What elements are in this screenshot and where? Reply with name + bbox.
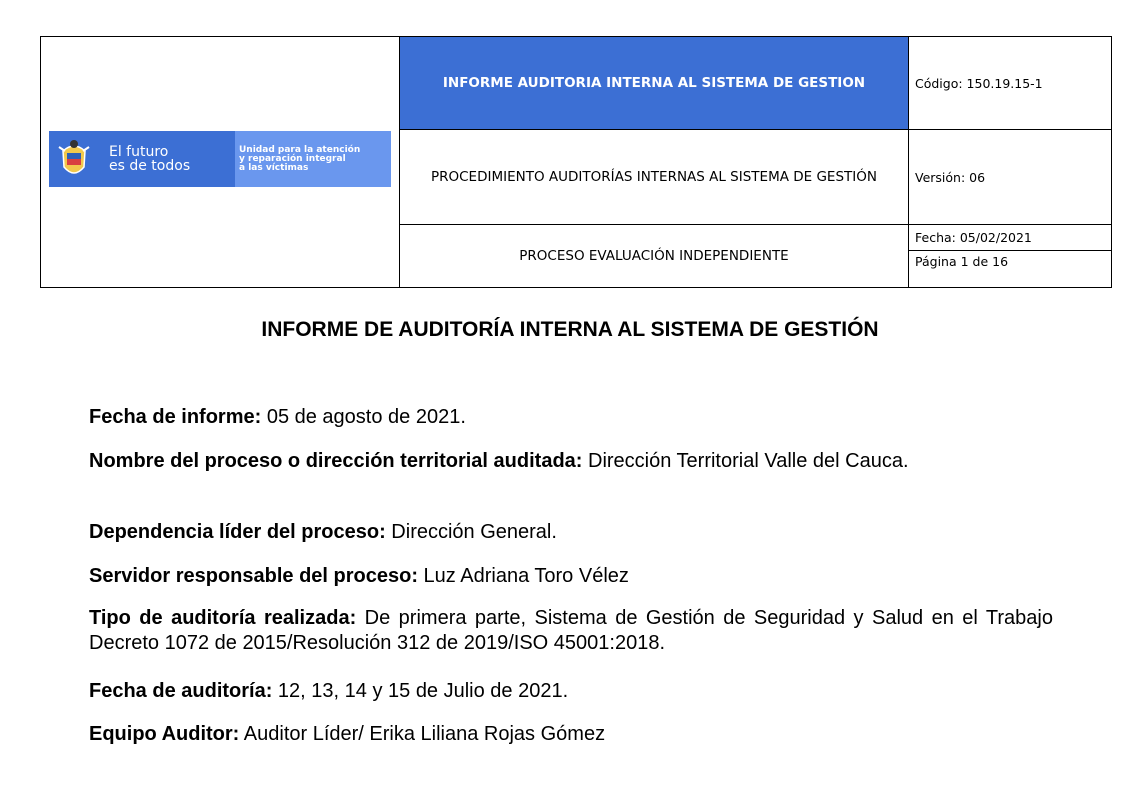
- logo-cell: [41, 37, 400, 288]
- doc-title-cell: [400, 37, 909, 130]
- field-value: 12, 13, 14 y 15 de Julio de 2021.: [272, 680, 569, 702]
- logo-entity-name: Unidad para la atención y reparación integral a las víctimas: [239, 144, 361, 173]
- field-fecha-auditoria: [89, 679, 1053, 704]
- pagina-cell: [909, 250, 1112, 287]
- field-tipo-auditoria: [89, 606, 1053, 656]
- procedure-cell: [400, 130, 909, 224]
- field-label: Tipo de auditoría realizada:: [89, 607, 357, 629]
- codigo: Código: 150.19.15-1: [915, 75, 1043, 91]
- field-label: Fecha de informe:: [89, 406, 262, 428]
- version-cell: [909, 130, 1112, 224]
- doc-title: INFORME AUDITORIA INTERNA AL SISTEMA DE GESTION: [442, 75, 866, 92]
- fecha: Fecha: 05/02/2021: [915, 229, 1032, 245]
- fecha-cell: [909, 224, 1112, 250]
- process-cell: [400, 224, 909, 287]
- field-label: Nombre del proceso o dirección territorial auditada:: [89, 450, 583, 472]
- field-label: Equipo Auditor:: [89, 723, 240, 745]
- codigo-cell: [909, 37, 1112, 130]
- procedure: PROCEDIMIENTO AUDITORÍAS INTERNAS AL SISTEMA DE GESTIÓN: [430, 169, 877, 186]
- field-value: De primera parte, Sistema de Gestión de Seguridad y Salud en el Trabajo Decreto 1072 de 2015/Resolución 312 de 2019/ISO 45001:2018.: [89, 607, 1053, 654]
- report-title: INFORME DE AUDITORÍA INTERNA AL SISTEMA DE GESTIÓN: [261, 318, 879, 341]
- pagina: Página 1 de 16: [915, 253, 1009, 269]
- field-equipo-auditor: [89, 722, 1053, 747]
- field-value: 05 de agosto de 2021.: [261, 406, 466, 428]
- organization-logo: [49, 131, 391, 187]
- field-value: Luz Adriana Toro Vélez: [418, 565, 629, 587]
- field-servidor: [89, 564, 1053, 589]
- field-label: Servidor responsable del proceso:: [89, 565, 418, 587]
- document-header-table: [40, 36, 1112, 288]
- field-label: Fecha de auditoría:: [89, 680, 273, 702]
- process: PROCESO EVALUACIÓN INDEPENDIENTE: [519, 247, 789, 264]
- field-value: Auditor Líder/ Erika Liliana Rojas Gómez: [239, 723, 606, 745]
- logo-slogan: El futuro es de todos: [109, 144, 191, 174]
- field-fecha-informe: [89, 405, 1053, 430]
- field-value: Dirección General.: [385, 521, 557, 543]
- field-value: Dirección Territorial Valle del Cauca.: [582, 450, 909, 472]
- version: Versión: 06: [915, 169, 986, 185]
- field-nombre-proceso: [89, 449, 1053, 474]
- field-label: Dependencia líder del proceso:: [89, 521, 386, 543]
- coat-of-arms-icon: [57, 137, 91, 181]
- field-dependencia: [89, 520, 1053, 545]
